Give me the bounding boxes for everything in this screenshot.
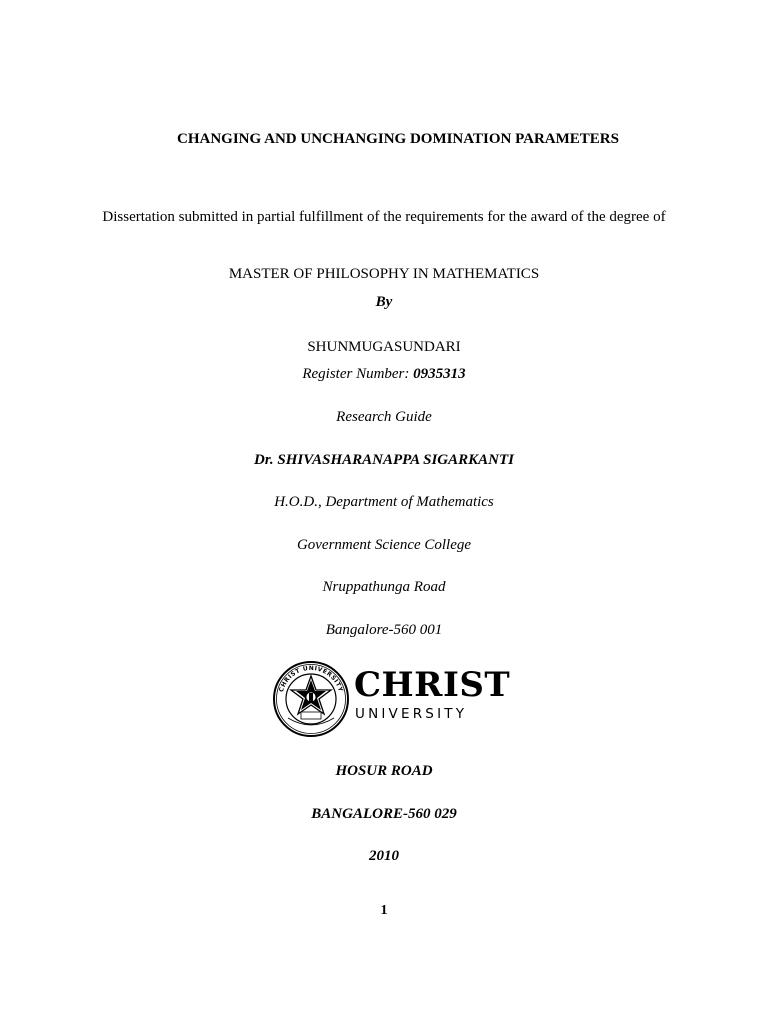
university-address-street: HOSUR ROAD <box>335 763 433 779</box>
research-guide-label: Research Guide <box>336 409 432 425</box>
university-address-city: BANGALORE-560 029 <box>311 806 457 822</box>
dissertation-statement: Dissertation submitted in partial fulfillment of the requirements for the award of the degree of <box>102 209 666 225</box>
author-name: SHUNMUGASUNDARI <box>307 339 461 355</box>
degree-name: MASTER OF PHILOSOPHY IN MATHEMATICS <box>228 266 540 282</box>
thesis-title: CHANGING AND UNCHANGING DOMINATION PARAMETERS <box>177 131 619 147</box>
register-number: 0935313 <box>413 366 466 382</box>
guide-designation: H.O.D., Department of Mathematics <box>274 494 494 510</box>
submission-year: 2010 <box>369 848 399 864</box>
register-label: Register Number: <box>302 366 414 382</box>
guide-college: Government Science College <box>296 537 472 553</box>
christ-university-logo <box>272 660 511 738</box>
logo-brand-sub: UNIVERSITY <box>355 706 468 722</box>
guide-road: Nruppathunga Road <box>322 579 446 595</box>
seal-text: CHRIST UNIVERSITY <box>277 664 345 693</box>
by-label: By <box>375 294 393 310</box>
register-number-line <box>0 364 768 384</box>
guide-city: Bangalore-560 001 <box>325 622 443 638</box>
page-number: 1 <box>380 903 388 918</box>
logo-wordmark <box>354 665 511 736</box>
guide-name: Dr. SHIVASHARANAPPA SIGARKANTI <box>254 452 514 468</box>
university-seal-icon <box>272 660 350 738</box>
logo-brand-name: CHRIST <box>354 665 511 705</box>
